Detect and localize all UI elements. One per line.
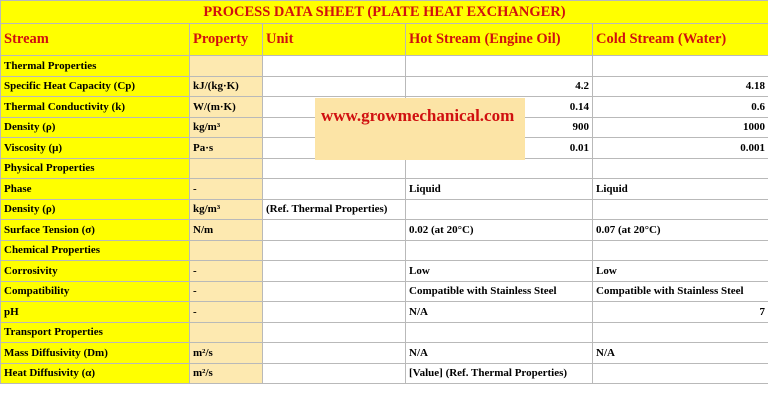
row-cold-value <box>593 322 768 343</box>
row-label: Physical Properties <box>1 158 190 179</box>
row-label: Transport Properties <box>1 322 190 343</box>
row-unit-note <box>263 363 406 384</box>
row-unit <box>190 158 263 179</box>
row-label: pH <box>1 302 190 323</box>
row-label: Specific Heat Capacity (Cp) <box>1 76 190 97</box>
row-cold-value: N/A <box>593 343 768 364</box>
header-row <box>1 24 768 56</box>
row-unit: - <box>190 281 263 302</box>
row-cold-value <box>593 240 768 261</box>
row-cold-value: 0.001 <box>593 138 768 159</box>
row-label: Corrosivity <box>1 261 190 282</box>
row-unit-note <box>263 261 406 282</box>
table-row <box>1 199 768 220</box>
table-row <box>1 179 768 200</box>
row-unit-note <box>263 56 406 77</box>
row-label: Thermal Conductivity (k) <box>1 97 190 118</box>
row-hot-value <box>406 240 593 261</box>
row-hot-value <box>406 199 593 220</box>
row-cold-value: 0.07 (at 20°C) <box>593 220 768 241</box>
header-unit: Unit <box>263 24 406 56</box>
row-hot-value: 900 <box>406 117 593 138</box>
row-hot-value: [Value] (Ref. Thermal Properties) <box>406 363 593 384</box>
row-cold-value <box>593 56 768 77</box>
row-unit <box>190 322 263 343</box>
row-unit-note <box>263 322 406 343</box>
row-hot-value <box>406 56 593 77</box>
row-label: Chemical Properties <box>1 240 190 261</box>
row-hot-value: Compatible with Stainless Steel <box>406 281 593 302</box>
section-row <box>1 322 768 343</box>
row-hot-value: 0.02 (at 20°C) <box>406 220 593 241</box>
header-hot-stream: Hot Stream (Engine Oil) <box>406 24 593 56</box>
row-unit: W/(m·K) <box>190 97 263 118</box>
row-unit: m²/s <box>190 343 263 364</box>
row-unit-note <box>263 343 406 364</box>
row-cold-value: Low <box>593 261 768 282</box>
title-row <box>1 1 768 24</box>
row-hot-value: N/A <box>406 343 593 364</box>
row-hot-value: Low <box>406 261 593 282</box>
row-cold-value: Compatible with Stainless Steel <box>593 281 768 302</box>
row-unit: N/m <box>190 220 263 241</box>
watermark-text: www.growmechanical.com <box>315 98 525 160</box>
sheet-title: PROCESS DATA SHEET (PLATE HEAT EXCHANGER) <box>1 1 768 24</box>
row-unit-note <box>263 281 406 302</box>
row-unit: kg/m³ <box>190 117 263 138</box>
row-cold-value <box>593 363 768 384</box>
row-label: Density (ρ) <box>1 199 190 220</box>
section-row <box>1 240 768 261</box>
row-unit-note <box>263 158 406 179</box>
row-label: Viscosity (μ) <box>1 138 190 159</box>
row-cold-value <box>593 158 768 179</box>
row-label: Thermal Properties <box>1 56 190 77</box>
row-label: Phase <box>1 179 190 200</box>
row-unit: kJ/(kg·K) <box>190 76 263 97</box>
header-cold-stream: Cold Stream (Water) <box>593 24 768 56</box>
table-row <box>1 261 768 282</box>
row-hot-value: 0.14 <box>406 97 593 118</box>
row-cold-value: 4.18 <box>593 76 768 97</box>
table-row <box>1 302 768 323</box>
row-unit: m²/s <box>190 363 263 384</box>
row-cold-value: 0.6 <box>593 97 768 118</box>
row-unit-note <box>263 76 406 97</box>
header-stream: Stream <box>1 24 190 56</box>
row-unit: - <box>190 179 263 200</box>
row-unit: Pa·s <box>190 138 263 159</box>
row-hot-value: 4.2 <box>406 76 593 97</box>
row-unit: - <box>190 302 263 323</box>
row-unit-note <box>263 302 406 323</box>
row-hot-value <box>406 322 593 343</box>
table-row <box>1 76 768 97</box>
table-row <box>1 363 768 384</box>
section-row <box>1 56 768 77</box>
table-row <box>1 343 768 364</box>
row-label: Mass Diffusivity (Dm) <box>1 343 190 364</box>
row-unit: kg/m³ <box>190 199 263 220</box>
row-unit: - <box>190 261 263 282</box>
row-hot-value: Liquid <box>406 179 593 200</box>
row-unit <box>190 240 263 261</box>
row-unit-note <box>263 179 406 200</box>
header-property: Property <box>190 24 263 56</box>
row-cold-value: 7 <box>593 302 768 323</box>
row-unit <box>190 56 263 77</box>
section-row <box>1 158 768 179</box>
row-unit-note: (Ref. Thermal Properties) <box>263 199 406 220</box>
row-unit-note <box>263 240 406 261</box>
row-hot-value <box>406 158 593 179</box>
row-cold-value: 1000 <box>593 117 768 138</box>
row-cold-value: Liquid <box>593 179 768 200</box>
table-row <box>1 220 768 241</box>
row-hot-value: N/A <box>406 302 593 323</box>
row-cold-value <box>593 199 768 220</box>
row-label: Density (ρ) <box>1 117 190 138</box>
row-label: Compatibility <box>1 281 190 302</box>
row-unit-note <box>263 220 406 241</box>
row-label: Heat Diffusivity (α) <box>1 363 190 384</box>
row-label: Surface Tension (σ) <box>1 220 190 241</box>
table-row <box>1 281 768 302</box>
row-hot-value: 0.01 <box>406 138 593 159</box>
